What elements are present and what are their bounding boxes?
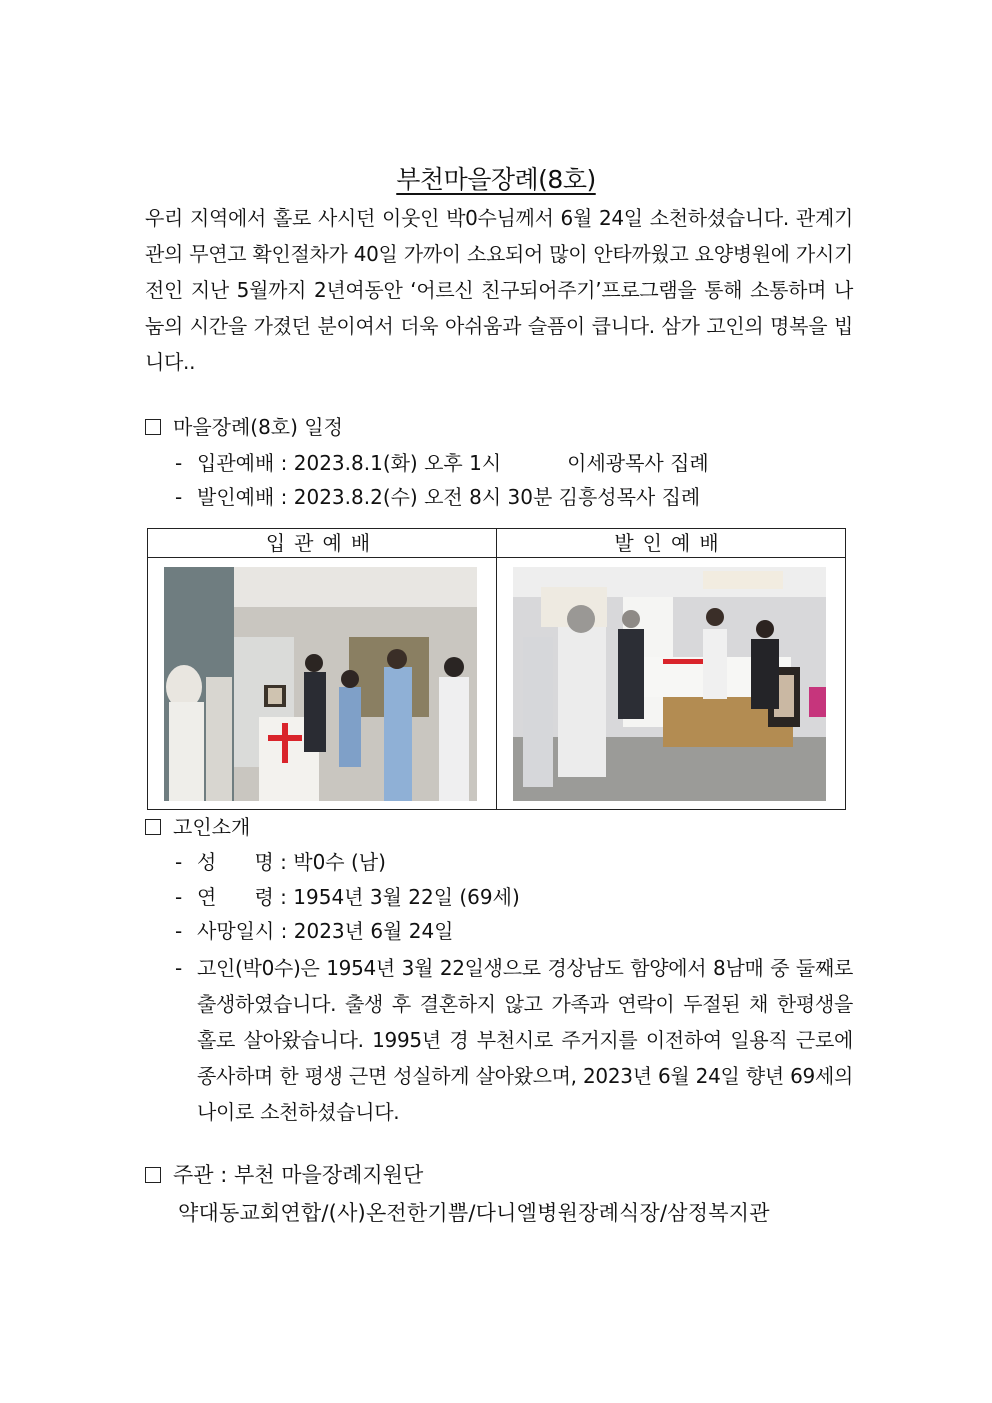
deceased-biography: 고인(박0수)은 1954년 3월 22일생으로 경상남도 함양에서 8남매 중 둘째로 출생하였습니다. 출생 후 결혼하지 않고 가족과 연락이 두절된 채 한평생을 홀로 살아왔습니다. 1995년 경 부천시로 주거지를 이전하여 일용직 근로에 종사하며 한 평생 근면 성실하게 살아왔으며, 2023년 6월 24일 향년 69세의 나이로 소천하셨습니다.: [197, 956, 853, 1124]
deceased-age-row: [175, 880, 520, 914]
photo-header-encoffining: 입관예배: [148, 529, 497, 558]
schedule-label: 발인예배: [197, 485, 275, 509]
deceased-heading: [145, 810, 250, 844]
departure-photo-image: [513, 567, 826, 801]
field-label: 사망일시: [197, 919, 275, 943]
schedule-label: 입관예배: [197, 451, 275, 475]
deceased-name-row: [175, 845, 386, 879]
checkbox-square-icon: [145, 419, 161, 435]
schedule-officiant: 이세광목사 집례: [567, 451, 709, 475]
deceased-death-row: [175, 914, 454, 948]
bullet-dash: -: [175, 919, 183, 943]
field-value: 박0수 (남): [293, 850, 386, 874]
schedule-item-encoffining: [175, 446, 709, 480]
separator: :: [280, 850, 287, 874]
schedule-heading-text: 마을장례(8호) 일정: [173, 415, 343, 439]
photo-table: [147, 528, 846, 810]
field-label: 성 명: [197, 850, 274, 874]
schedule-heading: [145, 410, 343, 444]
field-value: 2023년 6월 24일: [293, 919, 454, 943]
host-organizations: 약대동교회연합/(사)온전한기쁨/다니엘병원장례식장/삼정복지관: [178, 1201, 770, 1225]
separator: :: [280, 885, 287, 909]
checkbox-square-icon: [145, 1167, 161, 1183]
schedule-when: 2023.8.1(화) 오후 1시: [293, 451, 502, 475]
bullet-dash: -: [175, 451, 183, 475]
schedule-officiant: 김흥성목사 집례: [558, 485, 701, 509]
bio-bullet-dash: -: [175, 956, 183, 980]
bullet-dash: -: [175, 850, 183, 874]
page-title-text: 부천마을장례(8호): [396, 165, 596, 194]
separator: :: [280, 919, 288, 943]
table-divider: [496, 529, 497, 809]
separator: :: [280, 451, 288, 475]
schedule-item-departure: [175, 480, 700, 514]
host-heading-text: 주관 : 부천 마을장례지원단: [173, 1163, 424, 1187]
field-label: 연 령: [197, 885, 274, 909]
checkbox-square-icon: [145, 819, 161, 835]
encoffining-photo-image: [164, 567, 477, 801]
bullet-dash: -: [175, 885, 183, 909]
separator: :: [280, 485, 288, 509]
host-heading: [145, 1158, 423, 1192]
intro-paragraph: 우리 지역에서 홀로 사시던 이웃인 박0수님께서 6월 24일 소천하셨습니다. 관계기관의 무연고 확인절차가 40일 가까이 소요되어 많이 안타까웠고 요양병원에 가시기 전인 지난 5월까지 2년여동안 ‘어르신 친구되어주기’프로그램을 통해 소통하며 나눔의 시간을 가졌던 분이여서 더욱 아쉬움과 슬픔이 큽니다. 삼가 고인의 명복을 빕니다..: [145, 206, 853, 374]
deceased-heading-text: 고인소개: [173, 815, 251, 839]
encoffining-photo: [164, 567, 477, 801]
schedule-when: 2023.8.2(수) 오전 8시 30분: [293, 485, 553, 509]
page-title: [0, 160, 992, 200]
photo-header-departure: 발인예배: [497, 529, 845, 558]
field-value: 1954년 3월 22일 (69세): [293, 885, 520, 909]
departure-photo: [513, 567, 826, 801]
bullet-dash: -: [175, 485, 183, 509]
